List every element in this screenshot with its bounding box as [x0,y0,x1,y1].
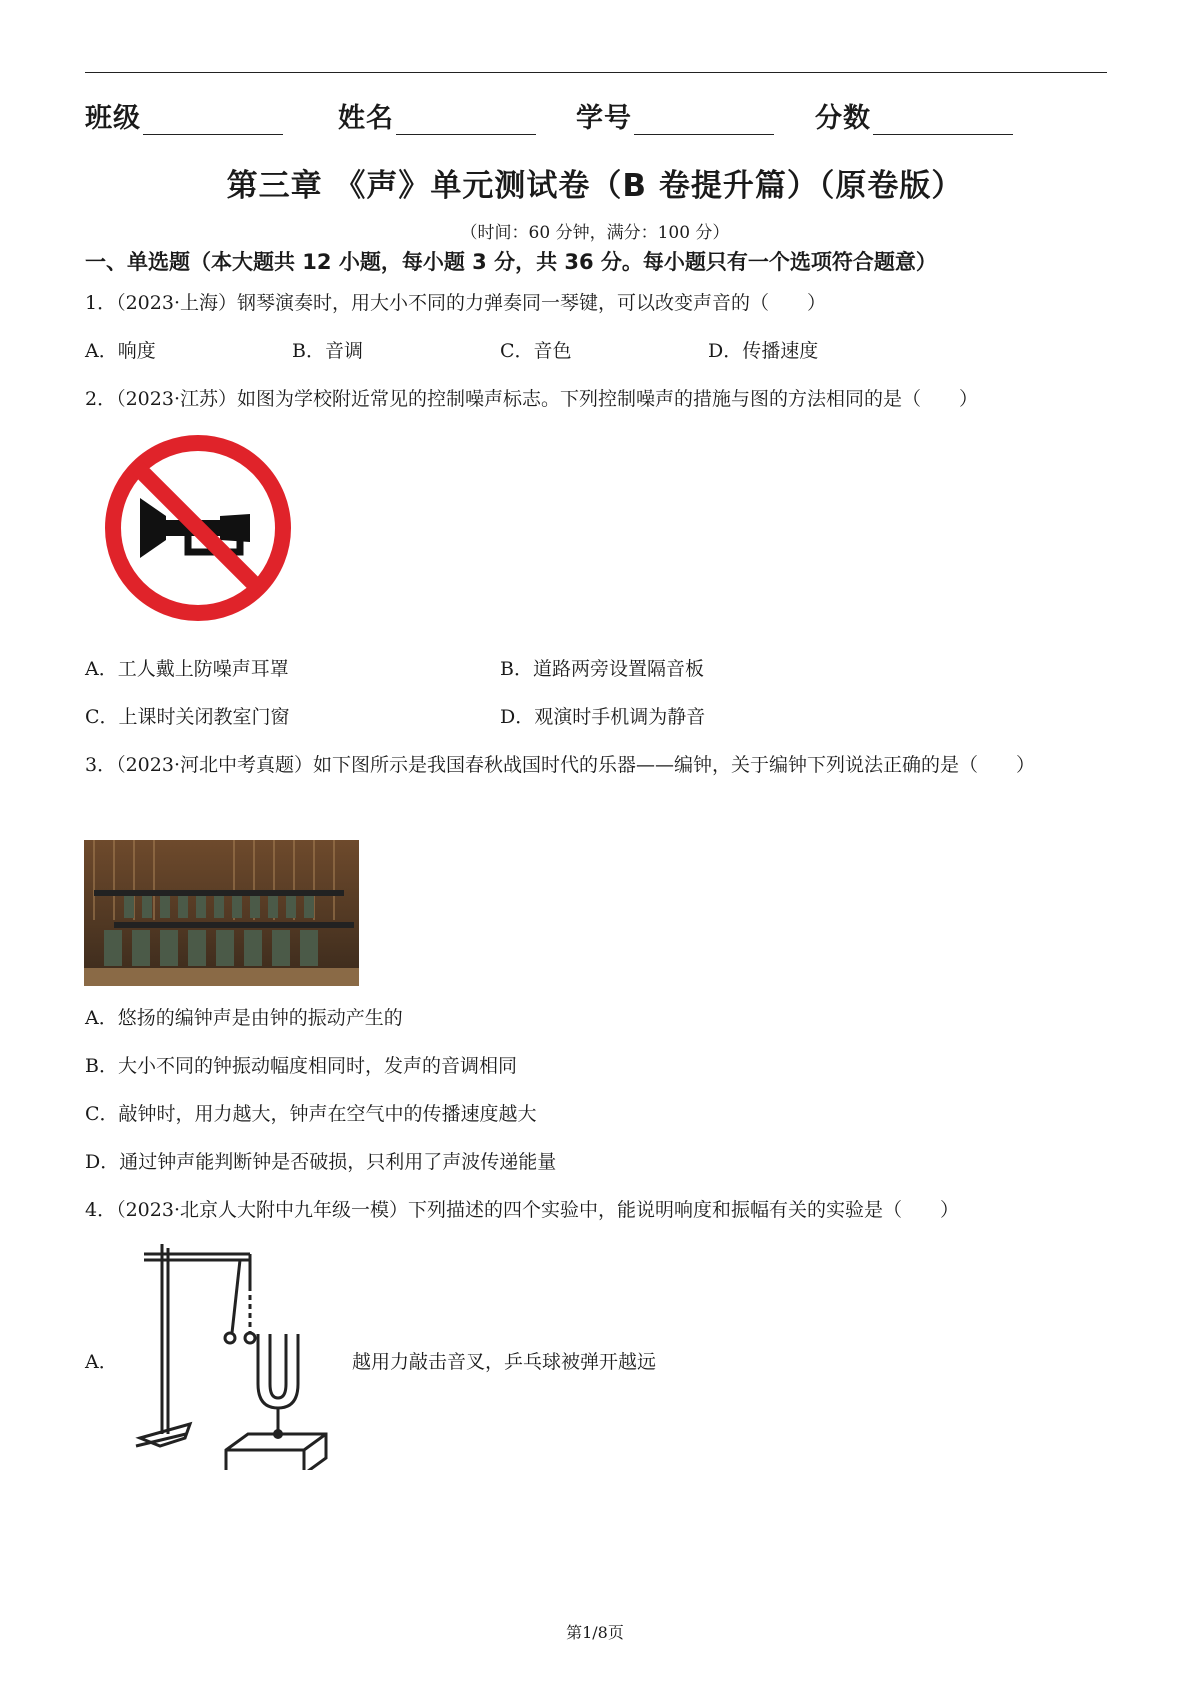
question-1-stem: 1．（2023·上海）钢琴演奏时，用大小不同的力弹奏同一琴键，可以改变声音的（ ） [85,292,826,314]
q3-option-a[interactable]: A．悠扬的编钟声是由钟的振动产生的 [85,1007,403,1029]
no-horn-sign-image [100,430,296,626]
q4-option-a-label[interactable]: A． [85,1351,118,1373]
score-field: 分数 [815,96,1013,135]
q2-option-b[interactable]: B．道路两旁设置隔音板 [500,658,704,680]
question-3-stem: 3．（2023·河北中考真题）如下图所示是我国春秋战国时代的乐器——编钟，关于编钟下列说法正确的是（ ） [85,754,1035,776]
q2-option-d[interactable]: D．观演时手机调为静音 [500,706,706,728]
student-id-field: 学号 [576,96,774,135]
score-blank[interactable] [873,107,1013,135]
q1-option-b[interactable]: B．音调 [292,340,363,362]
q2-option-a[interactable]: A．工人戴上防噪声耳罩 [85,658,289,680]
q1-option-a[interactable]: A．响度 [85,340,156,362]
page-number: 第1/8页 [566,1623,624,1642]
q1-option-c[interactable]: C．音色 [500,340,572,362]
tuning-fork-experiment-image [130,1238,335,1470]
q3-option-c[interactable]: C．敲钟时，用力越大，钟声在空气中的传播速度越大 [85,1103,537,1125]
bianzhong-photo [84,840,359,986]
question-4-stem: 4．（2023·北京人大附中九年级一模）下列描述的四个实验中，能说明响度和振幅有关的实验是（ ） [85,1199,959,1221]
name-field: 姓名 [338,96,536,135]
q4-option-a-text: 越用力敲击音叉，乒乓球被弹开越远 [352,1351,657,1373]
question-2-stem: 2．（2023·江苏）如图为学校附近常见的控制噪声标志。下列控制噪声的措施与图的方法相同的是（ ） [85,388,978,410]
page-title: 第三章 《声》单元测试卷（B 卷提升篇）（原卷版） [226,168,964,204]
q1-option-d[interactable]: D．传播速度 [708,340,819,362]
class-blank[interactable] [143,107,283,135]
name-blank[interactable] [396,107,536,135]
student-id-blank[interactable] [634,107,774,135]
class-field: 班级 [85,96,283,135]
section-heading: 一、单选题（本大题共 12 小题，每小题 3 分，共 36 分。每小题只有一个选项符合题意） [85,250,937,274]
top-rule [85,72,1107,73]
q2-option-c[interactable]: C．上课时关闭教室门窗 [85,706,290,728]
q3-option-d[interactable]: D．通过钟声能判断钟是否破损，只利用了声波传递能量 [85,1151,557,1173]
exam-time-info: （时间：60 分钟，满分：100 分） [460,223,730,243]
q3-option-b[interactable]: B．大小不同的钟振动幅度相同时，发声的音调相同 [85,1055,517,1077]
